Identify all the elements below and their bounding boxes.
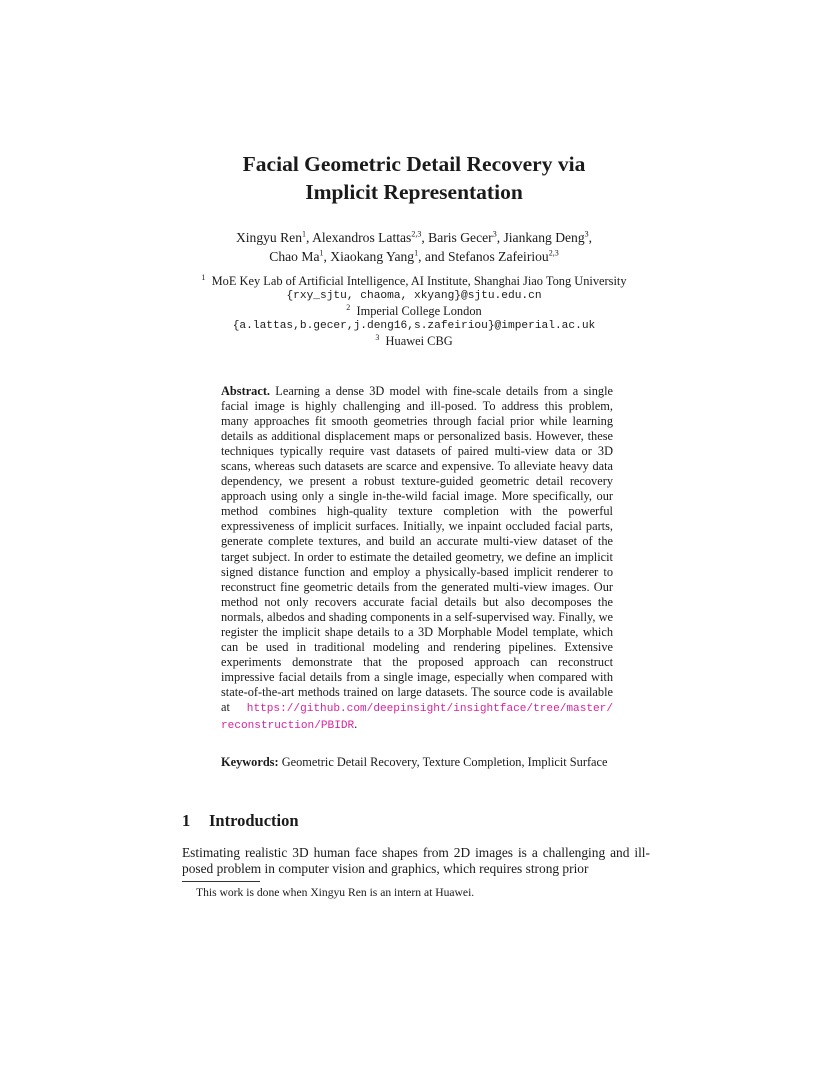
- author-name: Stefanos Zafeiriou: [447, 249, 549, 264]
- affiliation-number: 1: [201, 272, 206, 282]
- author-name: Xingyu Ren: [235, 230, 303, 245]
- intro-paragraph: Estimating realistic 3D human face shapes from 2D images is a challenging and ill-posed problem in computer vision and graphics, which requires strong prior: [182, 845, 650, 877]
- author-name: Chao Ma: [269, 249, 320, 264]
- author-name: Jiankang Deng: [503, 230, 585, 245]
- keywords-label: Keywords:: [221, 755, 279, 769]
- abstract-end: .: [354, 717, 358, 732]
- abstract-label: Abstract.: [221, 384, 271, 398]
- affiliation-name: Imperial College London: [356, 304, 482, 318]
- author-name: Baris Gecer: [428, 230, 493, 245]
- source-code-link[interactable]: https://github.com/deepinsight/insightface/tree/master/reconstruction/PBIDR: [221, 702, 613, 733]
- section-title: Introduction: [209, 811, 299, 830]
- author-line-1: Xingyu Ren$^1$, Alexandros Lattas$^{2,3}$, Baris Gecer$^3$, Jiankang Deng$^3$,: [235, 229, 593, 245]
- affiliation-3: [150, 334, 678, 349]
- author-affiliation-mark: 3: [584, 229, 589, 239]
- affiliation-1: [150, 274, 678, 289]
- title-line-2: Implicit Representation: [305, 180, 523, 204]
- abstract-text: Learning a dense 3D model with fine-scale details from a single facial image is highly challenging and ill-posed. To address this problem, many approaches fit smooth geometries through facial prior while learning details as additional displacement maps or personalized basis. However, these techniques typically require vast datasets of paired multi-view data or 3D scans, whereas such datasets are scarce and expensive. To alleviate heavy data dependency, we present a robust texture-guided geometric detail recovery approach using only a single in-the-wild facial image. More specifically, our method combines high-quality texture completion with the powerful expressiveness of implicit surfaces. Initially, we inpaint occluded facial parts, generate complete textures, and build an accurate multi-view dataset of the target subject. In order to estimate the detailed geometry, we define an implicit signed distance function and employ a physically-based implicit renderer to reconstruct fine geometric details from the generated multi-view images. Our method not only recovers accurate facial details but also decomposes the normals, albedos and shading components in a self-supervised way. Finally, we register the implicit shape details to a 3D Morphable Model template, which can be used in traditional modeling and rendering pipelines. Extensive experiments demonstrate that the proposed approach can reconstruct impressive facial details from a single image, especially when compared with state-of-the-art methods trained on large datasets. The source code is available at: [221, 384, 613, 714]
- affiliation-name: Huawei CBG: [385, 334, 453, 348]
- abstract: [221, 384, 613, 734]
- footnote: This work is done when Xingyu Ren is an intern at Huawei.: [196, 886, 475, 899]
- affiliation-number: 3: [375, 332, 380, 342]
- author-line-2: Chao Ma$^1$, Xiaokang Yang$^1$, and Stefanos Zafeiriou$^{2,3}$: [269, 248, 559, 264]
- author-name: Alexandros Lattas: [312, 230, 412, 245]
- affiliation-list: [150, 274, 678, 349]
- keywords-text: Geometric Detail Recovery, Texture Completion, Implicit Surface: [281, 755, 608, 769]
- affiliation-2: [150, 304, 678, 319]
- keywords: [221, 755, 613, 770]
- section-number: 1: [182, 811, 191, 830]
- affiliation-2-email: {a.lattas,b.gecer,j.deng16,s.zafeiriou}@imperial.ac.uk: [232, 320, 596, 332]
- affiliation-number: 2: [346, 302, 351, 312]
- author-affiliation-mark: 2,3: [411, 229, 422, 239]
- affiliation-name: MoE Key Lab of Artificial Intelligence, AI Institute, Shanghai Jiao Tong University: [211, 274, 627, 288]
- author-affiliation-mark: 1: [302, 229, 307, 239]
- paper-title: [150, 150, 678, 206]
- author-affiliation-mark: 2,3: [548, 248, 559, 258]
- title-line-1: Facial Geometric Detail Recovery via: [242, 152, 586, 176]
- affiliation-1-email: {rxy_sjtu, chaoma, xkyang}@sjtu.edu.cn: [286, 290, 542, 302]
- author-name: Xiaokang Yang: [330, 249, 415, 264]
- author-list: [150, 228, 678, 266]
- author-affiliation-mark: 1: [319, 248, 324, 258]
- author-affiliation-mark: 3: [492, 229, 497, 239]
- section-heading: [182, 811, 299, 831]
- footnote-rule: [182, 881, 260, 882]
- author-affiliation-mark: 1: [414, 248, 419, 258]
